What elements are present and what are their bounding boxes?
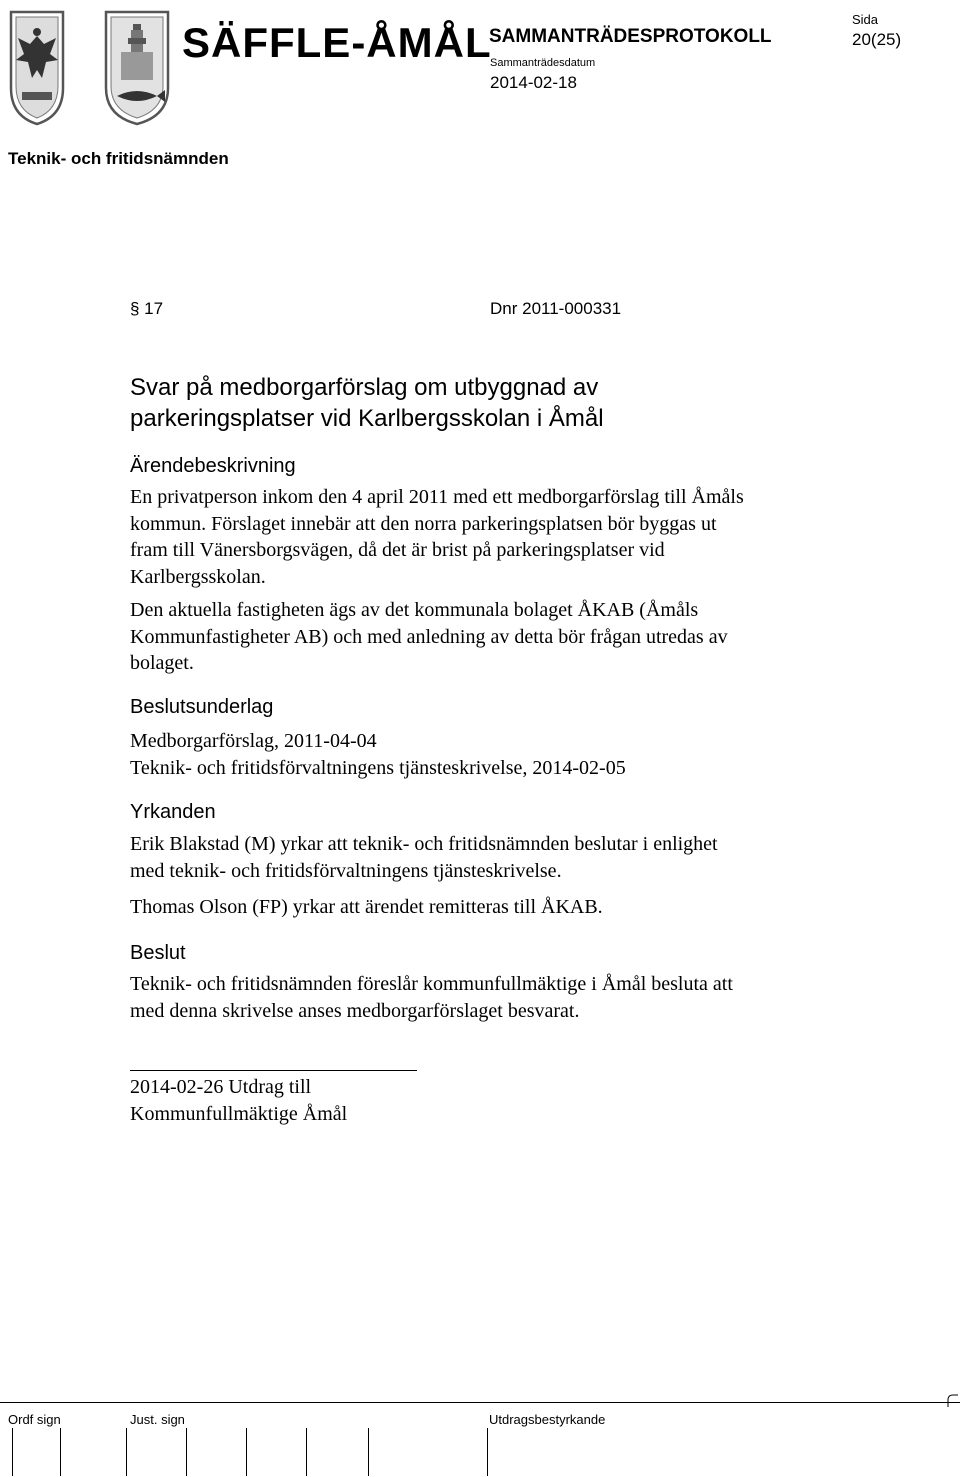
basis-item: Medborgarförslag, 2011-04-04 xyxy=(130,730,377,752)
municipality-wordmark: SÄFFLE-ÅMÅL xyxy=(182,19,492,66)
signature-box-divider xyxy=(186,1428,187,1476)
signature-box-divider xyxy=(126,1428,127,1476)
description-heading: Ärendebeskrivning xyxy=(130,455,296,477)
description-paragraph-2 xyxy=(130,597,810,677)
extract-certification-label: Utdragsbestyrkande xyxy=(489,1412,606,1427)
text-line: 2014-02-26 Utdrag till xyxy=(130,1076,312,1098)
text-line: med denna skrivelse anses medborgarförslaget besvarat. xyxy=(130,999,580,1022)
saffle-crest-icon xyxy=(8,8,66,126)
basis-list xyxy=(130,728,810,781)
signature-box-divider xyxy=(60,1428,61,1476)
text-line: Karlbergsskolan. xyxy=(130,565,266,588)
committee-name: Teknik- och fritidsnämnden xyxy=(8,149,229,168)
chair-signature-label: Ordf sign xyxy=(8,1412,61,1427)
amal-crest-icon xyxy=(103,8,171,126)
page-label: Sida xyxy=(852,12,879,27)
document-title xyxy=(130,372,830,434)
title-line: Svar på medborgarförslag om utbyggnad av xyxy=(130,374,599,401)
text-line: Kommunfastigheter AB) och med anledning av detta bör frågan utredas av xyxy=(130,625,728,648)
basis-item: Teknik- och fritidsförvaltningens tjänsteskrivelse, 2014-02-05 xyxy=(130,756,626,779)
text-line: En privatperson inkom den 4 april 2011 med ett medborgarförslag till Åmåls xyxy=(130,486,744,508)
page-number: 20(25) xyxy=(852,30,902,49)
text-line: bolaget. xyxy=(130,652,194,674)
protocol-title: SAMMANTRÄDESPROTOKOLL xyxy=(489,26,772,47)
signature-box-divider xyxy=(306,1428,307,1476)
description-paragraph-1 xyxy=(130,484,810,590)
text-line: Den aktuella fastigheten ägs av det kommunala bolaget ÅKAB (Åmåls xyxy=(130,599,699,621)
signature-box-divider xyxy=(368,1428,369,1476)
decision-text xyxy=(130,971,810,1024)
text-line: med teknik- och fritidsförvaltningens tjänsteskrivelse. xyxy=(130,859,562,882)
title-line: parkeringsplatser vid Karlbergsskolan i Åmål xyxy=(130,405,604,432)
extract-note xyxy=(130,1074,810,1127)
footer-rule xyxy=(0,1402,960,1403)
paragraph-number: § 17 xyxy=(130,299,164,318)
adjuster-signature-label: Just. sign xyxy=(130,1412,185,1427)
signature-box-divider xyxy=(12,1428,13,1476)
decision-heading: Beslut xyxy=(130,942,186,964)
basis-heading: Beslutsunderlag xyxy=(130,696,274,718)
signature-box-divider xyxy=(487,1428,488,1476)
meeting-date: 2014-02-18 xyxy=(490,73,577,92)
text-line: Erik Blakstad (M) yrkar att teknik- och fritidsnämnden beslutar i enlighet xyxy=(130,833,718,855)
page-corner-mark xyxy=(947,1394,959,1408)
case-number: Dnr 2011-000331 xyxy=(490,299,622,318)
motion-2: Thomas Olson (FP) yrkar att ärendet remitteras till ÅKAB. xyxy=(130,896,603,918)
paragraph-line xyxy=(130,299,622,318)
text-line: Kommunfullmäktige Åmål xyxy=(130,1102,348,1125)
signature-box-divider xyxy=(246,1428,247,1476)
separator-rule xyxy=(130,1070,417,1071)
meeting-date-label: Sammanträdesdatum xyxy=(490,57,596,69)
motions-heading: Yrkanden xyxy=(130,801,216,823)
text-line: fram till Vänersborgsvägen, då det är brist på parkeringsplatser vid xyxy=(130,539,665,561)
motion-1 xyxy=(130,831,810,884)
text-line: kommun. Förslaget innebär att den norra parkeringsplatsen bör byggas ut xyxy=(130,512,717,535)
text-line: Teknik- och fritidsnämnden föreslår kommunfullmäktige i Åmål besluta att xyxy=(130,973,733,995)
